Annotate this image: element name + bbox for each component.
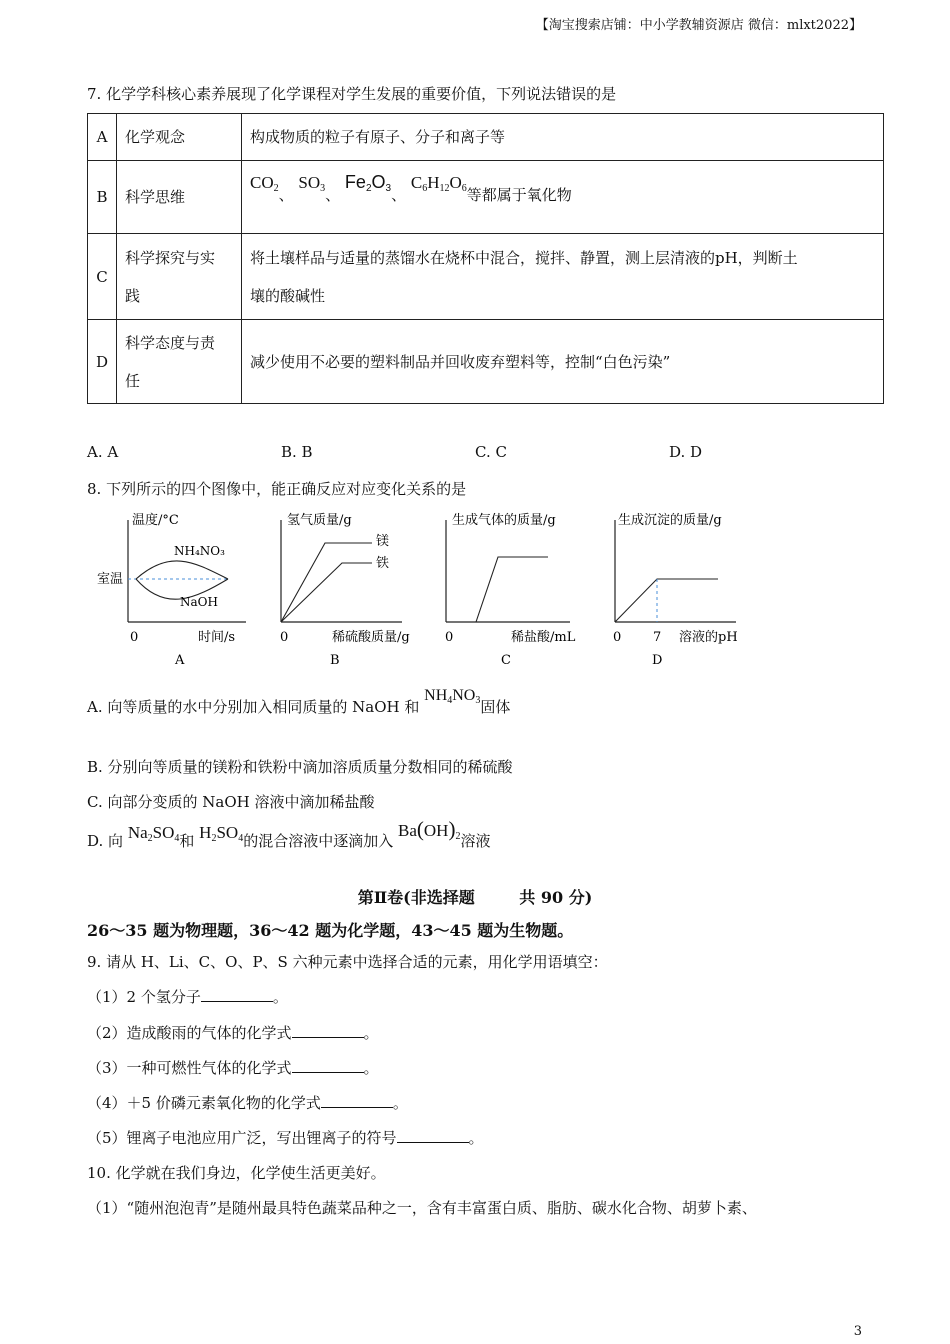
fe-label: 铁: [376, 556, 390, 571]
graph-d-svg: [586, 508, 746, 668]
question-9-item-4: [87, 1092, 408, 1113]
question-7-stem: 7. 化学学科核心素养展现了化学课程对学生发展的重要价值，下列说法错误的是: [87, 85, 617, 103]
row-content: 构成物质的粒子有原子、分子和离子等: [242, 114, 884, 161]
row-content-text: 等都属于氧化物: [466, 185, 572, 204]
answer-blank[interactable]: [397, 1128, 469, 1143]
y-label: 温度/°C: [132, 513, 179, 528]
option-text-end: 溶液: [460, 832, 491, 850]
option-a: A. A: [87, 443, 119, 461]
answer-blank[interactable]: [292, 1058, 364, 1073]
top-label: NH₄NO₃: [174, 544, 225, 558]
precipitate-line: [615, 579, 718, 622]
y-label: 生成气体的质量/g: [452, 513, 556, 528]
item-text: （4）＋5 价磷元素氧化物的化学式: [87, 1094, 321, 1112]
x-label: 稀盐酸/mL: [511, 630, 576, 645]
table-row: [88, 234, 884, 320]
x-label: 时间/s: [198, 630, 236, 645]
iron-line: [281, 563, 372, 622]
question-9-item-1: [87, 986, 288, 1007]
row-name: [117, 320, 242, 404]
graph-c: [418, 508, 588, 672]
item-end: 。: [392, 1094, 408, 1112]
item-end: 。: [468, 1129, 484, 1147]
item-text: （5）锂离子电池应用广泛，写出锂离子的符号: [87, 1129, 397, 1147]
formula-so3: $SO_3$: [298, 172, 326, 194]
graph-b-svg: [252, 508, 422, 668]
item-text: （2）造成酸雨的气体的化学式: [87, 1024, 292, 1042]
gas-line: [476, 557, 548, 622]
row-content-formulas: $CO_2$、 $SO_3$、 $Fe_2O_3$、 $C_6H_{12}O_6$等都属于氧化物: [242, 161, 884, 234]
tick-7: 7: [653, 630, 662, 645]
item-end: 。: [363, 1059, 379, 1077]
table-row: [88, 114, 884, 161]
option-d: D. D: [669, 443, 703, 461]
page-number: 3: [853, 1324, 862, 1339]
graph-a-svg: [96, 508, 256, 668]
item-text: （3）一种可燃性气体的化学式: [87, 1059, 292, 1077]
item-end: 。: [272, 988, 288, 1006]
table-row: [88, 161, 884, 234]
y-label: 氢气质量/g: [287, 513, 352, 528]
graph-c-svg: [418, 508, 588, 668]
question-10-stem: 10. 化学就在我们身边，化学使生活更美好。: [87, 1164, 386, 1182]
option-c: C. C: [475, 443, 507, 461]
row-content-line: 壤的酸碱性: [250, 286, 326, 305]
row-key: A: [88, 114, 117, 161]
page-header: 【淘宝搜索店铺：中小学教辅资源店 微信：mlxt2022】: [535, 18, 862, 33]
graph-a: [96, 508, 256, 672]
row-name: [117, 234, 242, 320]
row-content-line: 将土壤样品与适量的蒸馏水在烧杯中混合，搅拌、静置，测上层清液的pH，判断土: [250, 248, 798, 267]
formula-h2so4: $H_2SO_4$: [199, 823, 244, 844]
question-9-stem: 9. 请从 H、Li、C、O、P、S 六种元素中选择合适的元素，用化学用语填空：: [87, 953, 608, 971]
row-name: 科学思维: [117, 161, 242, 234]
row-name-line: 践: [125, 286, 141, 305]
table-row: [88, 320, 884, 404]
question-7-table: [87, 113, 884, 404]
question-9-item-2: [87, 1022, 379, 1043]
graph-d: [586, 508, 746, 672]
origin-label: 0: [613, 630, 622, 645]
question-9-item-5: [87, 1127, 484, 1148]
formula-baoh2: $Ba(OH)_2$: [397, 817, 461, 842]
row-name-line: 科学态度与责: [125, 333, 216, 352]
origin-label: 0: [130, 630, 139, 645]
origin-label: 0: [445, 630, 454, 645]
option-text-mid: 和: [179, 832, 195, 850]
formula-c6h12o6: $C_6H_{12}O_6$: [410, 172, 467, 194]
formula-na2so4: $Na_2SO_4$: [127, 823, 180, 844]
caption: D: [652, 653, 663, 668]
option-text-end: 固体: [480, 698, 511, 716]
answer-blank[interactable]: [292, 1023, 364, 1038]
mg-label: 镁: [376, 534, 390, 549]
question-9-item-3: [87, 1057, 379, 1078]
room-label: 室温: [97, 572, 124, 587]
option-text-post: 的混合溶液中逐滴加入: [243, 832, 394, 850]
caption: B: [330, 653, 340, 668]
item-end: 。: [363, 1024, 379, 1042]
caption: A: [175, 653, 185, 668]
option-b: B. B: [281, 443, 313, 461]
bottom-label: NaOH: [180, 595, 218, 609]
question-8-option-a: [87, 687, 511, 718]
row-name-line: 任: [125, 371, 141, 390]
formula-fe2o3: $Fe_2O_3$: [344, 171, 392, 194]
row-key: C: [88, 234, 117, 320]
x-label: 溶液的pH: [679, 630, 738, 645]
magnesium-line: [281, 543, 372, 622]
option-text: D. 向: [87, 832, 124, 850]
question-8-option-d: [87, 817, 491, 852]
option-text: A. 向等质量的水中分别加入相同质量的 NaOH 和: [87, 698, 420, 716]
graph-b: [252, 508, 422, 672]
formula-co2: $CO_2$: [250, 172, 279, 194]
caption: C: [501, 653, 511, 668]
y-label: 生成沉淀的质量/g: [618, 513, 722, 528]
question-8-option-c: C. 向部分变质的 NaOH 溶液中滴加稀盐酸: [87, 793, 375, 811]
row-content: [242, 234, 884, 320]
answer-blank[interactable]: [321, 1093, 393, 1108]
question-8-stem: 8. 下列所示的四个图像中，能正确反应对应变化关系的是: [87, 480, 467, 498]
formula-nh4no3: $NH_4NO_3$: [424, 687, 481, 706]
origin-label: 0: [280, 630, 289, 645]
row-key: B: [88, 161, 117, 234]
item-text: （1）2 个氢分子: [87, 988, 201, 1006]
question-8-option-b: B. 分别向等质量的镁粉和铁粉中滴加溶质质量分数相同的稀硫酸: [87, 758, 513, 776]
row-name-line: 科学探究与实: [125, 248, 216, 267]
x-label: 稀硫酸质量/g: [332, 630, 410, 645]
row-content: 减少使用不必要的塑料制品并回收废弃塑料等，控制“白色污染”: [242, 320, 884, 404]
curve-top: [136, 561, 228, 579]
row-key: D: [88, 320, 117, 404]
row-name: 化学观念: [117, 114, 242, 161]
answer-blank[interactable]: [201, 987, 273, 1002]
section-title: 第Ⅱ卷(非选择题 共 90 分): [357, 888, 593, 907]
question-10-item-1: （1）“随州泡泡青”是随州最具特色蔬菜品种之一，含有丰富蛋白质、脂肪、碳水化合物、胡萝卜素、: [87, 1199, 757, 1217]
section-note: 26～35 题为物理题，36～42 题为化学题，43～45 题为生物题。: [87, 921, 574, 940]
